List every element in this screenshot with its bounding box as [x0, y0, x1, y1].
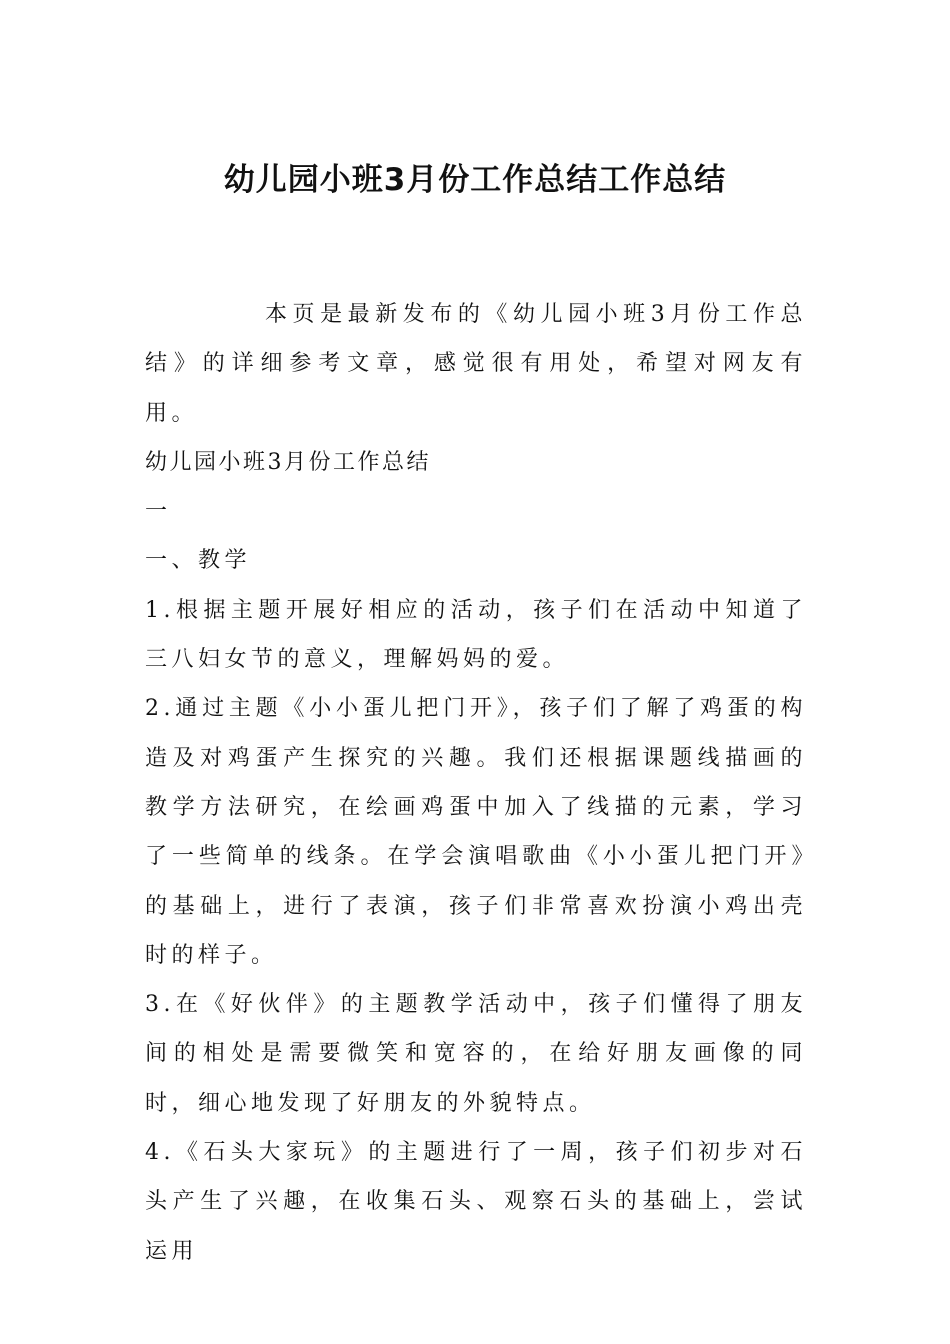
list-item-2: 2.通过主题《小小蛋儿把门开》，孩子们了解了鸡蛋的构造及对鸡蛋产生探究的兴趣。我们还根据课题线描画的教学方法研究，在绘画鸡蛋中加入了线描的元素，学习了一些简单的线条。在学会演唱歌曲《小小蛋儿把门开》的基础上，进行了表演，孩子们非常喜欢扮演小鸡出壳时的样子。 [145, 696, 807, 968]
part-marker: 一 [145, 499, 172, 525]
intro-paragraph: 本页是最新发布的《幼儿园小班3月份工作总结》的详细参考文章，感觉很有用处，希望对网友有用。 [145, 302, 807, 426]
list-item-4: 4.《石头大家玩》的主题进行了一周，孩子们初步对石头产生了兴趣，在收集石头、观察石头的基础上，尝试运用 [145, 1140, 807, 1264]
section-heading: 一、教学 [145, 548, 252, 574]
document-body [145, 290, 807, 1276]
document-title: 幼儿园小班3月份工作总结工作总结 [223, 162, 727, 198]
subtitle-line: 幼儿园小班3月份工作总结 [145, 449, 431, 475]
list-item-3: 3.在《好伙伴》的主题教学活动中，孩子们懂得了朋友间的相处是需要微笑和宽容的，在给好朋友画像的同时，细心地发现了好朋友的外貌特点。 [145, 992, 807, 1116]
list-item-1: 1.根据主题开展好相应的活动，孩子们在活动中知道了三八妇女节的意义，理解妈妈的爱。 [145, 597, 807, 673]
